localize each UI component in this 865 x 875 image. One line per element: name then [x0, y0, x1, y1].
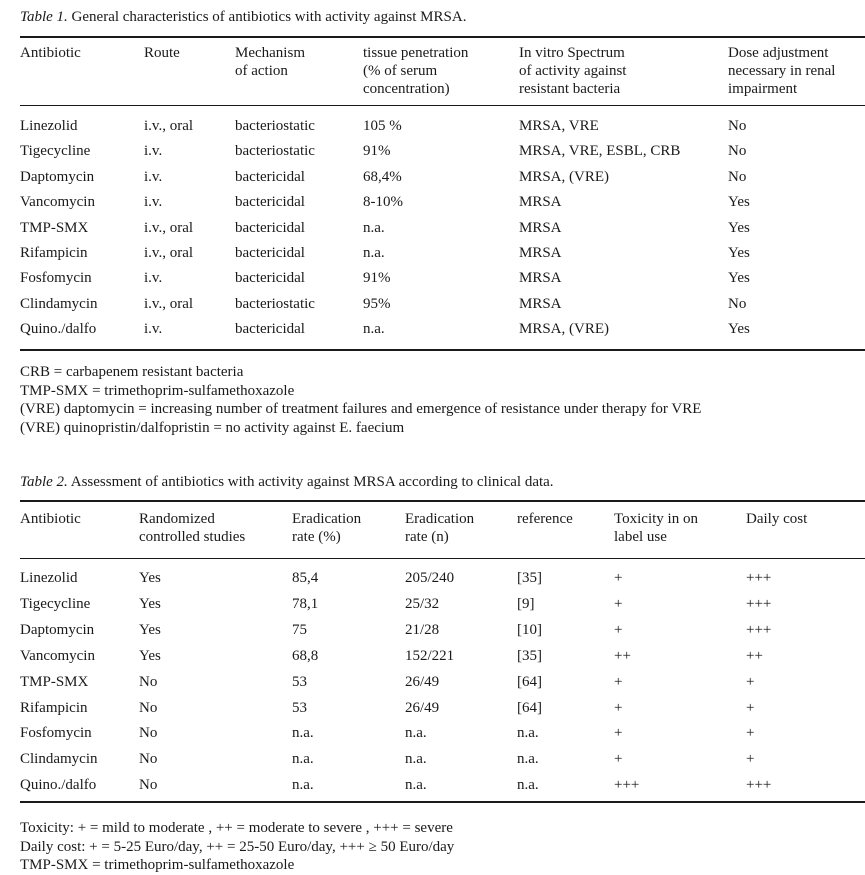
table-cell: bactericidal [235, 219, 305, 236]
table-cell: MRSA, VRE [519, 118, 599, 134]
column-header: Daily cost [746, 511, 808, 527]
table-cell: + [746, 725, 755, 742]
table-cell: i.v., oral [144, 245, 194, 261]
table-cell: 105 % [363, 118, 402, 134]
table-cell: 205/240 [405, 570, 455, 586]
table-cell: n.a. [405, 751, 427, 768]
table-footnote: CRB = carbapenem resistant bacteria [20, 364, 244, 380]
column-header: impairment [728, 81, 798, 97]
table-cell: +++ [746, 621, 772, 638]
table-cell: 85,4 [292, 570, 319, 586]
table-footnote: Daily cost: + = 5-25 Euro/day, ++ = 25-50 Euro/day, +++ ≥ 50 Euro/day [20, 838, 455, 855]
row-label: Daptomycin [20, 621, 95, 638]
table-cell: +++ [746, 570, 772, 586]
table-cell: n.a. [517, 751, 539, 768]
row-label: Quino./dalfo [20, 777, 97, 794]
table-cell: 68,8 [292, 647, 319, 664]
table-cell: 95% [363, 295, 391, 312]
table-cell: 78,1 [292, 595, 319, 612]
table1-header-rule [20, 105, 865, 106]
table-cell: n.a. [405, 725, 427, 742]
table-footnote: Toxicity: + = mild to moderate , ++ = moderate to severe , +++ = severe [20, 820, 453, 836]
column-header: Toxicity in on [614, 511, 698, 527]
row-label: Daptomycin [20, 168, 95, 185]
table-cell: i.v., oral [144, 118, 194, 134]
table-cell: i.v., oral [144, 295, 194, 312]
table-cell: n.a. [292, 725, 314, 742]
table-cell: Yes [728, 245, 750, 261]
row-label: Fosfomycin [20, 270, 92, 287]
column-header: (% of serum [363, 63, 438, 79]
table-cell: No [139, 777, 158, 794]
table-cell: i.v. [144, 194, 163, 211]
table-cell: MRSA [519, 245, 562, 261]
table-footnote: TMP-SMX = trimethoprim-sulfamethoxazole [20, 857, 295, 873]
row-label: Rifampicin [20, 245, 88, 261]
row-label: Tigecycline [20, 595, 91, 612]
row-label: Clindamycin [20, 751, 98, 768]
column-header: Route [144, 45, 180, 61]
table-cell: No [139, 673, 158, 690]
table-footnote: TMP-SMX = trimethoprim-sulfamethoxazole [20, 382, 295, 399]
table-cell: No [728, 143, 747, 160]
table-cell: n.a. [363, 219, 385, 236]
column-header: reference [517, 511, 573, 527]
table-cell: + [614, 570, 623, 586]
table-cell: MRSA [519, 194, 562, 211]
table-cell: No [728, 118, 747, 134]
table-cell: Yes [139, 647, 161, 664]
table-cell: MRSA, (VRE) [519, 321, 610, 338]
table2-top-rule [20, 500, 865, 502]
table-cell: [64] [517, 673, 542, 690]
table-cell: bactericidal [235, 245, 305, 261]
table-cell: +++ [746, 777, 772, 794]
table-cell: i.v. [144, 168, 163, 185]
table1-top-rule [20, 36, 865, 38]
table-cell: i.v. [144, 321, 163, 338]
table-cell: [10] [517, 621, 542, 638]
table-cell: + [614, 699, 623, 716]
table-cell: [35] [517, 647, 542, 664]
column-header: resistant bacteria [519, 81, 621, 97]
table-cell: n.a. [363, 245, 385, 261]
table-cell: bactericidal [235, 168, 305, 185]
table-cell: + [746, 673, 755, 690]
table-cell: 75 [292, 621, 307, 638]
table-cell: 53 [292, 673, 307, 690]
table-cell: ++ [614, 647, 631, 664]
table-cell: bacteriostatic [235, 143, 315, 160]
table-cell: i.v., oral [144, 219, 194, 236]
table-cell: bacteriostatic [235, 118, 315, 134]
row-label: Vancomycin [20, 647, 95, 664]
column-header: Eradication [292, 511, 362, 527]
column-header: concentration) [363, 81, 450, 97]
table2-label: Table 2. [20, 474, 68, 490]
table-cell: 91% [363, 143, 391, 160]
column-header: Antibiotic [20, 45, 81, 61]
table-cell: [64] [517, 699, 542, 716]
column-header: Randomized [139, 511, 215, 527]
table-cell: Yes [139, 570, 161, 586]
table-cell: Yes [139, 595, 161, 612]
row-label: Fosfomycin [20, 725, 92, 742]
table-cell: + [614, 751, 623, 768]
table-cell: Yes [728, 219, 750, 236]
table-cell: bactericidal [235, 321, 305, 338]
table-cell: No [139, 699, 158, 716]
table1-caption [20, 9, 466, 26]
column-header: In vitro Spectrum [519, 45, 625, 61]
table2-header-rule [20, 558, 865, 559]
table-cell: MRSA [519, 219, 562, 236]
table-cell: bacteriostatic [235, 295, 315, 312]
table1-label: Table 1. [20, 9, 68, 25]
table-cell: [35] [517, 570, 542, 586]
column-header: Antibiotic [20, 511, 81, 527]
table-cell: No [728, 168, 747, 185]
table-cell: 152/221 [405, 647, 455, 664]
row-label: Clindamycin [20, 295, 98, 312]
table-cell: 91% [363, 270, 391, 287]
table-cell: 68,4% [363, 168, 402, 185]
row-label: TMP-SMX [20, 219, 89, 236]
table-cell: + [614, 621, 623, 638]
table-cell: [9] [517, 595, 535, 612]
row-label: Linezolid [20, 118, 78, 134]
column-header: tissue penetration [363, 45, 469, 61]
table-cell: n.a. [292, 777, 314, 794]
table-cell: + [614, 673, 623, 690]
table-cell: + [614, 595, 623, 612]
column-header: label use [614, 529, 667, 545]
table-cell: No [728, 295, 747, 312]
table-cell: 26/49 [405, 673, 440, 690]
table-cell: + [746, 751, 755, 768]
column-header: necessary in renal [728, 63, 836, 79]
table-cell: bactericidal [235, 270, 305, 287]
table-cell: MRSA, VRE, ESBL, CRB [519, 143, 681, 160]
table-cell: MRSA [519, 270, 562, 287]
column-header: of action [235, 63, 288, 79]
column-header: of activity against [519, 63, 627, 79]
column-header: Mechanism [235, 45, 305, 61]
table-cell: 8-10% [363, 194, 403, 211]
row-label: Quino./dalfo [20, 321, 97, 338]
table-cell: + [746, 699, 755, 716]
table-cell: 53 [292, 699, 307, 716]
table-cell: i.v. [144, 143, 163, 160]
table-footnote: (VRE) daptomycin = increasing number of treatment failures and emergence of resistance under therapy for VRE [20, 401, 702, 417]
row-label: Tigecycline [20, 143, 91, 160]
table-cell: Yes [728, 194, 750, 211]
table-cell: n.a. [517, 777, 539, 794]
table-cell: Yes [728, 270, 750, 287]
table-cell: +++ [746, 595, 772, 612]
table-cell: i.v. [144, 270, 163, 287]
table-cell: +++ [614, 777, 640, 794]
column-header: Dose adjustment [728, 45, 829, 61]
row-label: TMP-SMX [20, 673, 89, 690]
table-cell: + [614, 725, 623, 742]
table2-caption [20, 474, 554, 491]
table-cell: 21/28 [405, 621, 440, 638]
column-header: Eradication [405, 511, 475, 527]
column-header: controlled studies [139, 529, 246, 545]
table-cell: Yes [139, 621, 161, 638]
table-cell: n.a. [405, 777, 427, 794]
row-label: Vancomycin [20, 194, 95, 211]
table1-title: General characteristics of antibiotics with activity against MRSA. [71, 9, 467, 25]
row-label: Linezolid [20, 570, 78, 586]
table-cell: Yes [728, 321, 750, 338]
table-cell: No [139, 751, 158, 768]
table-cell: n.a. [517, 725, 539, 742]
table-footnote: (VRE) quinopristin/dalfopristin = no activity against E. faecium [20, 419, 405, 436]
row-label: Rifampicin [20, 699, 88, 716]
column-header: rate (%) [292, 529, 341, 545]
table-cell: bactericidal [235, 194, 305, 211]
table-cell: n.a. [292, 751, 314, 768]
table2-bottom-rule [20, 801, 865, 803]
table2-title: Assessment of antibiotics with activity against MRSA according to clinical data. [70, 474, 554, 490]
table-cell: MRSA, (VRE) [519, 168, 610, 185]
table-cell: MRSA [519, 295, 562, 312]
table-cell: 25/32 [405, 595, 440, 612]
table-cell: 26/49 [405, 699, 440, 716]
table-cell: No [139, 725, 158, 742]
table-cell: n.a. [363, 321, 385, 338]
table-cell: ++ [746, 647, 763, 664]
column-header: rate (n) [405, 529, 449, 545]
table1-bottom-rule [20, 349, 865, 351]
